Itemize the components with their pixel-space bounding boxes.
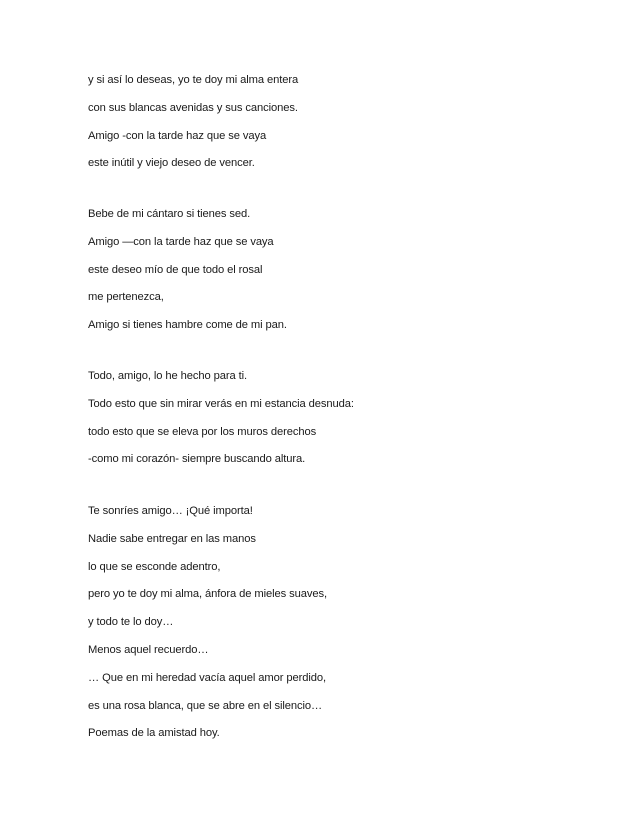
poem-line: este deseo mío de que todo el rosal xyxy=(88,263,263,276)
poem-line: todo esto que se eleva por los muros derechos xyxy=(88,425,317,438)
poem-line: y si así lo deseas, yo te doy mi alma entera xyxy=(88,74,299,86)
poem-line: … Que en mi heredad vacía aquel amor perdido, xyxy=(88,671,327,684)
poem-line: Bebe de mi cántaro si tienes sed. xyxy=(88,208,251,220)
poem-stanza-2 xyxy=(88,204,287,335)
poem-line: Amigo -con la tarde haz que se vaya xyxy=(88,129,267,142)
poem-line: lo que se esconde adentro, xyxy=(88,560,221,573)
poem-line: pero yo te doy mi alma, ánfora de mieles suaves, xyxy=(88,588,327,601)
poem-line: Amigo si tienes hambre come de mi pan. xyxy=(88,319,287,332)
poem-line: y todo te lo doy… xyxy=(88,616,174,629)
poem-line: es una rosa blanca, que se abre en el silencio… xyxy=(88,699,323,712)
poem-line: este inútil y viejo deseo de vencer. xyxy=(88,157,255,170)
poem-stanza-1 xyxy=(88,70,298,173)
poem-line: -como mi corazón- siempre buscando altura. xyxy=(88,453,306,466)
poem-stanza-3 xyxy=(88,366,354,469)
poem-line: Amigo —con la tarde haz que se vaya xyxy=(88,235,274,248)
poem-line: Nadie sabe entregar en las manos xyxy=(88,532,256,545)
poem-line: Todo esto que sin mirar verás en mi estancia desnuda: xyxy=(88,397,354,410)
poem-stanza-4 xyxy=(88,501,327,743)
poem-line: Te sonríes amigo… ¡Qué importa! xyxy=(88,505,253,517)
poem-line: con sus blancas avenidas y sus canciones. xyxy=(88,101,298,114)
poem-line: me pertenezca, xyxy=(88,291,164,304)
poem-line: Todo, amigo, lo he hecho para ti. xyxy=(88,370,248,382)
poem-line: Poemas de la amistad hoy. xyxy=(88,727,220,740)
poem-line: Menos aquel recuerdo… xyxy=(88,643,209,656)
